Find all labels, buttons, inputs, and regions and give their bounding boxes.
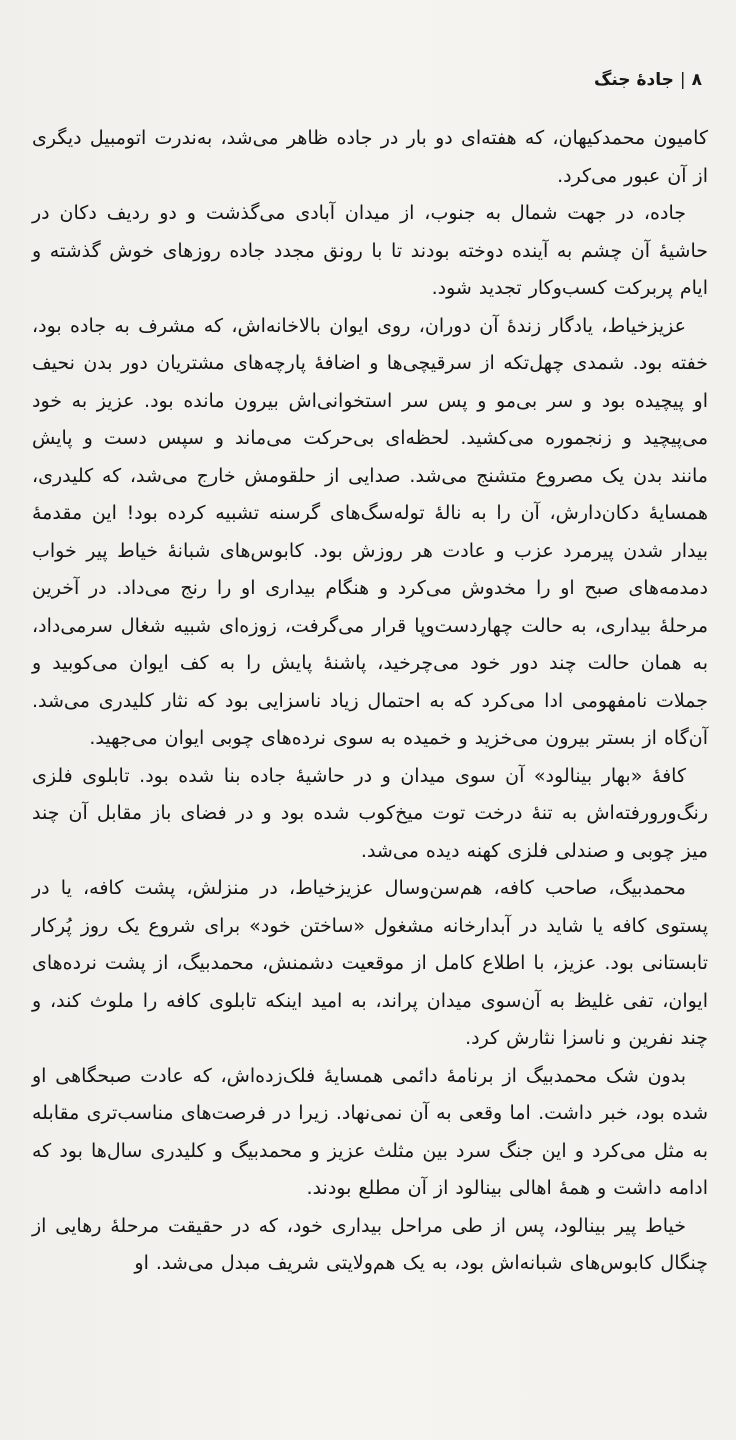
page-number: ۸ xyxy=(691,70,702,90)
paragraph: خیاط پیر بینالود، پس از طی مراحل بیداری خود، که در حقیقت مرحلهٔ رهایی از چنگال کابوس‌های شبانه‌اش بود، به یک هم‌ولایتی شریف مبدل می‌شد. او xyxy=(32,1214,708,1274)
paragraph: کامیون محمدکیهان، که هفته‌ای دو بار در جاده ظاهر می‌شد، به‌ندرت اتومبیل دیگری از آن عبور می‌کرد. xyxy=(32,127,708,187)
paragraph: عزیزخیاط، یادگار زندهٔ آن دوران، روی ایوان بالاخانه‌اش، که مشرف به جاده بود، خفته بود. شمدی چهل‌تکه از سرقیچی‌ها و اضافهٔ پارچه‌های مشتریان دور بدن نحیف او پیچیده بود و سر بی‌مو و پس سر استخوانی‌اش بیرون مانده بود. عزیز به خود می‌پیچید و زنجموره می‌کشید. لحظه‌ای بی‌حرکت می‌ماند و سپس دست و پایش مانند بدن یک مصروع متشنج می‌شد. صدایی از حلقومش خارج می‌شد، که کلیدری، همسایهٔ دکان‌دارش، آن را به نالهٔ توله‌سگ‌های گرسنه تشبیه کرده بود! این مقدمهٔ بیدار شدن پیرمرد عزب و عادت هر روزش بود. کابوس‌های شبانهٔ خیاط پیر خواب دمدمه‌های صبح او را مخدوش می‌کرد و هنگام بیداری او را رنج می‌داد. در آخرین مرحلهٔ بیداری، به حالت چهاردست‌وپا قرار می‌گرفت، زوزه‌ای شبیه شغال سرمی‌داد، به همان حالت چند دور خود می‌چرخید، پاشنهٔ پایش را به کف ایوان می‌کوبید و جملات نامفهومی ادا می‌کرد که به احتمال زیاد ناسزایی بود که نثار کلیدری می‌شد. آن‌گاه از بستر بیرون می‌خزید و خمیده به سوی نرده‌های چوبی ایوان می‌جهید. xyxy=(32,314,708,749)
paragraph: کافهٔ «بهار بینالود» آن سوی میدان و در حاشیهٔ جاده بنا شده بود. تابلوی فلزی رنگ‌ورورفته‌اش به تنهٔ درخت توت میخ‌کوب شده بود و در فضای باز مقابل آن چند میز چوبی و صندلی فلزی کهنه دیده می‌شد. xyxy=(32,764,708,862)
header-separator: | xyxy=(679,70,686,90)
book-title: جادهٔ جنگ xyxy=(593,70,674,90)
paragraph: بدون شک محمدبیگ از برنامهٔ دائمی همسایهٔ فلک‌زده‌اش، که عادت صبحگاهی او شده بود، خبر داشت. اما وقعی به آن نمی‌نهاد. زیرا در فرصت‌های مناسب‌تری مقابله به مثل می‌کرد و این جنگ سرد بین مثلث عزیز و محمدبیگ و کلیدری سال‌ها بود که ادامه داشت و همهٔ اهالی بینالود از آن مطلع بودند. xyxy=(32,1064,708,1199)
paragraph: جاده، در جهت شمال به جنوب، از میدان آبادی می‌گذشت و دو ردیف دکان در حاشیهٔ آن چشم به آینده دوخته بودند تا با رونق مجدد جاده روزهای خوش گذشته و ایام پربرکت کسب‌وکار تجدید شود. xyxy=(32,202,708,299)
running-head xyxy=(32,62,702,98)
paragraph: محمدبیگ، صاحب کافه، هم‌سن‌وسال عزیزخیاط، در منزلش، پشت کافه، یا در پستوی کافه یا شاید در آبدارخانه مشغول «ساختن خود» برای شروع یک روز پُرکار تابستانی بود. عزیز، با اطلاع کامل از موقعیت دشمنش، محمدبیگ، از پشت نرده‌های ایوان، تفی غلیظ به آن‌سوی میدان پراند، به امید اینکه تابلوی کافه را ملوث کند، و چند نفرین و ناسزا نثارش کرد. xyxy=(32,877,708,1049)
body-text xyxy=(32,120,708,1283)
